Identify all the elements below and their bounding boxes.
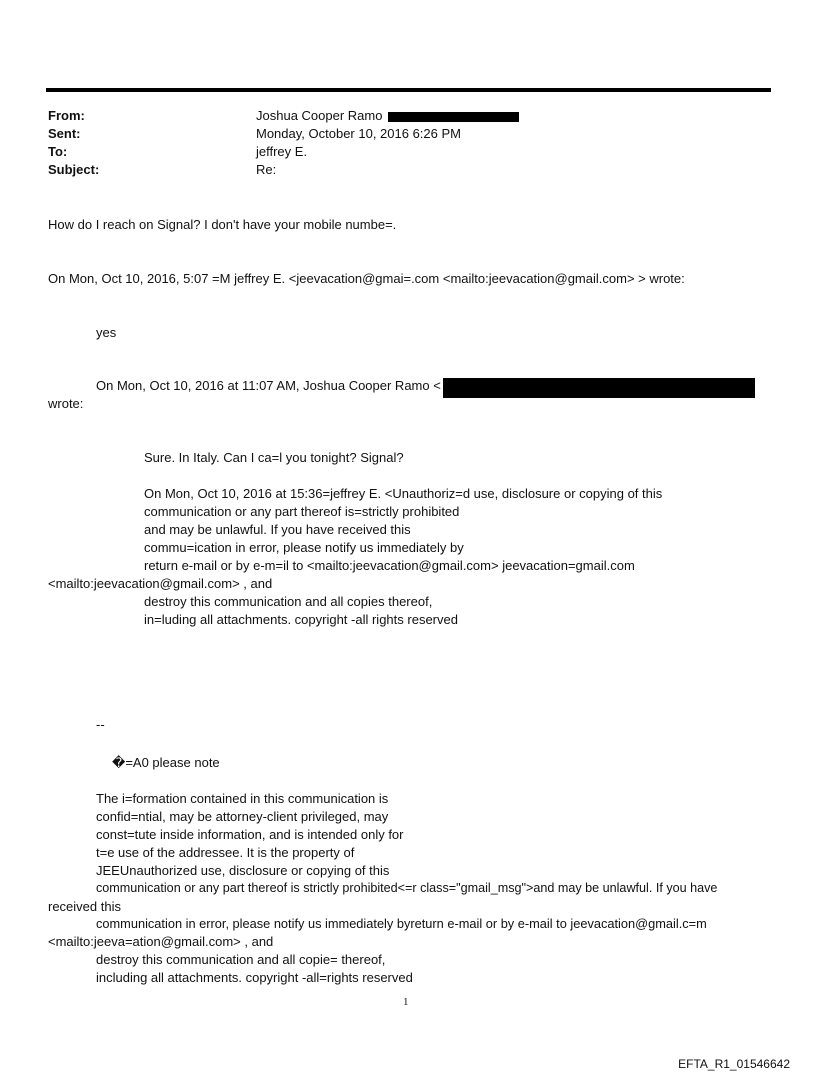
redaction-from-email [388,112,519,122]
body-line: communication or any part thereof is=strictly prohibited [144,504,460,519]
body-line: -- [96,717,105,732]
body-line: JEEUnauthorized use, disclosure or copying of this [96,863,390,878]
body-line: communication in error, please notify us immediately byreturn e-mail or by e-mail to jeevacation@gmail.c=m [96,916,707,931]
body-line: return e-mail or by e-m=il to <mailto:jeevacation@gmail.com> jeevacation=gmail.com [144,558,635,573]
to-value: jeffrey E. [256,144,308,159]
subject-label: Subject: [48,162,100,177]
header-rule [46,88,771,92]
body-line: yes [96,325,117,340]
body-line: On Mon, Oct 10, 2016, 5:07 =M jeffrey E. <jeevacation@gmai=.com <mailto:jeevacation@gmail.com> > wrote: [48,271,685,286]
body-line: destroy this communication and all copie= thereof, [96,952,386,967]
from-label: From: [48,108,85,123]
page-number: 1 [403,996,409,1008]
body-line: destroy this communication and all copies thereof, [144,594,433,609]
body-line: The i=formation contained in this communication is [96,791,389,806]
subject-value: Re: [256,162,277,177]
document-id: EFTA_R1_01546642 [678,1057,790,1071]
body-line: �=A0 please note [112,755,220,770]
body-line: How do I reach on Signal? I don't have your mobile numbe=. [48,217,397,232]
body-line: received this [48,899,121,914]
to-label: To: [48,144,68,159]
from-value: Joshua Cooper Ramo [256,108,383,123]
body-line: including all attachments. copyright -all=rights reserved [96,970,413,985]
body-line: commu=ication in error, please notify us immediately by [144,540,464,555]
body-line: in=luding all attachments. copyright -all rights reserved [144,612,458,627]
body-line: confid=ntial, may be attorney-client privileged, may [96,809,389,824]
body-line: and may be unlawful. If you have received this [144,522,411,537]
body-line: <mailto:jeevacation@gmail.com> , and [48,576,273,591]
body-line: On Mon, Oct 10, 2016 at 11:07 AM, Joshua Cooper Ramo < [96,378,441,393]
body-line: t=e use of the addressee. It is the property of [96,845,355,860]
body-line: const=tute inside information, and is intended only for [96,827,404,842]
redaction-email [443,378,755,398]
body-line: On Mon, Oct 10, 2016 at 15:36=jeffrey E. <Unauthoriz=d use, disclosure or copying of this [144,486,663,501]
body-line: <mailto:jeeva=ation@gmail.com> , and [48,934,274,949]
body-line: wrote: [48,396,84,411]
sent-value: Monday, October 10, 2016 6:26 PM [256,126,461,141]
body-line: Sure. In Italy. Can I ca=l you tonight? Signal? [144,450,404,465]
sent-label: Sent: [48,126,81,141]
body-line: communication or any part thereof is strictly prohibited<=r class="gmail_msg">and may be unlawful. If you have [96,881,718,895]
